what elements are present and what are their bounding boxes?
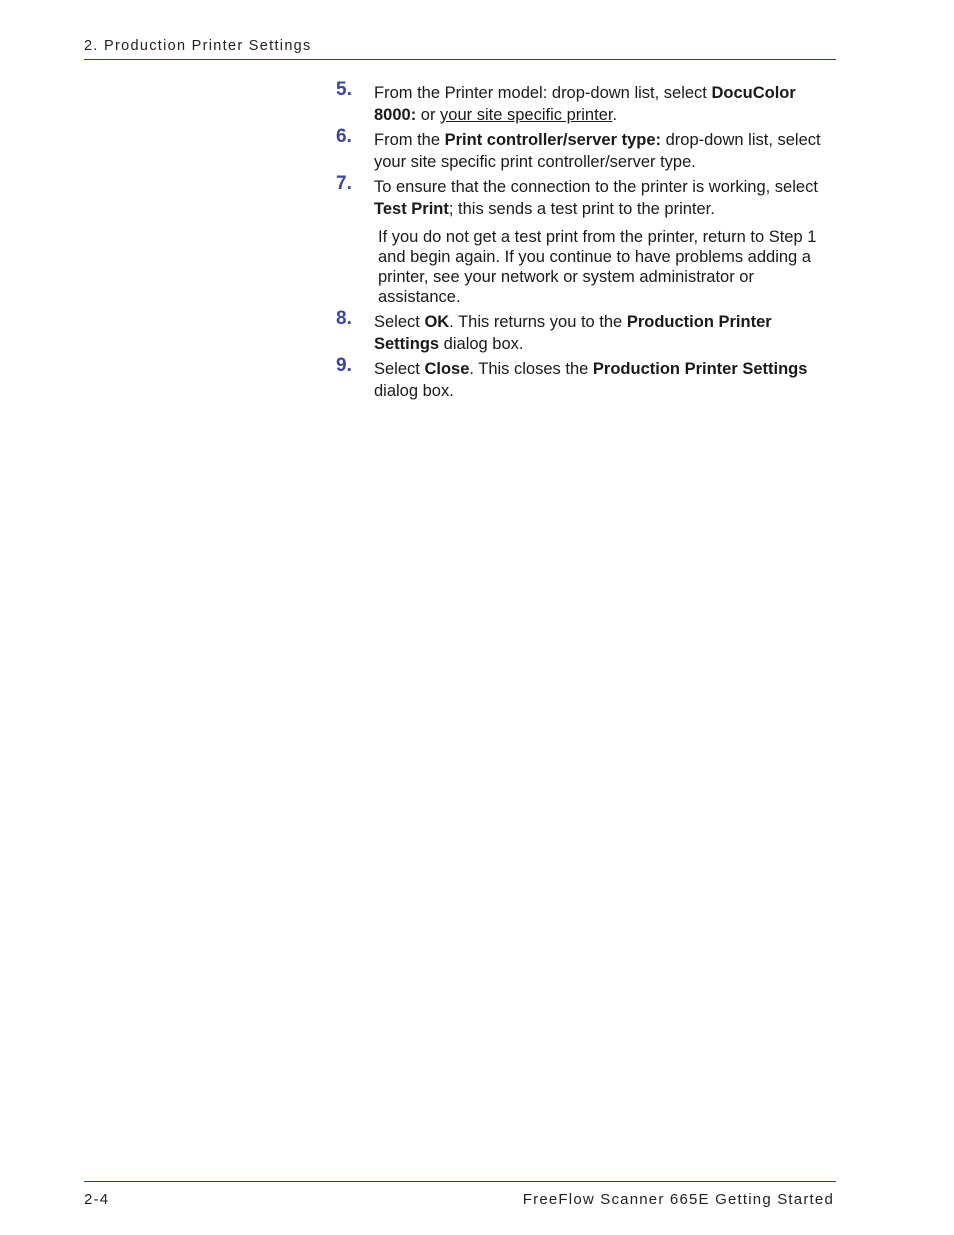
step-text [374,311,836,355]
text-run: dialog box. [439,335,524,353]
bold-term: Print controller/server type: [444,131,662,149]
step-number: 7. [336,173,352,194]
text-run: From the [374,131,445,149]
text-run: From the Printer model: drop-down list, select [374,84,712,102]
step-7-note: If you do not get a test print from the printer, return to Step 1 and begin again. If you continue to have problems adding a printer, see your network or system administrator or assistance. [378,228,817,306]
text-run: Select [374,313,425,331]
underlined-term: your site specific printer [440,106,613,124]
bold-term: Test Print [374,200,449,218]
text-run: . This closes the [469,360,593,378]
bold-term: Production Printer Settings [592,360,808,378]
step-text [374,82,836,126]
step-number: 5. [336,79,352,100]
step-number: 8. [336,308,352,329]
text-run: ; this sends a test print to the printer. [448,200,715,218]
running-header: 2. Production Printer Settings [84,38,312,54]
step-text [374,176,836,220]
text-run: drop-down list, select your site specific print controller/server type. [374,131,821,171]
page-number: 2-4 [84,1191,110,1208]
text-run: To ensure that the connection to the printer is working, select [374,178,818,196]
text-run: Select [374,360,425,378]
footer-rule [84,1181,836,1182]
text-run: or [416,106,441,124]
bold-term: Production Printer Settings [374,313,772,353]
bold-term: DocuColor 8000: [374,84,796,124]
step-number: 9. [336,355,352,376]
step-text [374,358,836,402]
text-run: . [612,106,618,124]
header-rule [84,59,836,60]
bold-term: Close [424,360,470,378]
text-run: . This returns you to the [449,313,627,331]
bold-term: OK [424,313,450,331]
step-text [374,129,836,173]
document-title: FreeFlow Scanner 665E Getting Started [522,1191,834,1208]
text-run: dialog box. [374,382,454,400]
step-number: 6. [336,126,352,147]
